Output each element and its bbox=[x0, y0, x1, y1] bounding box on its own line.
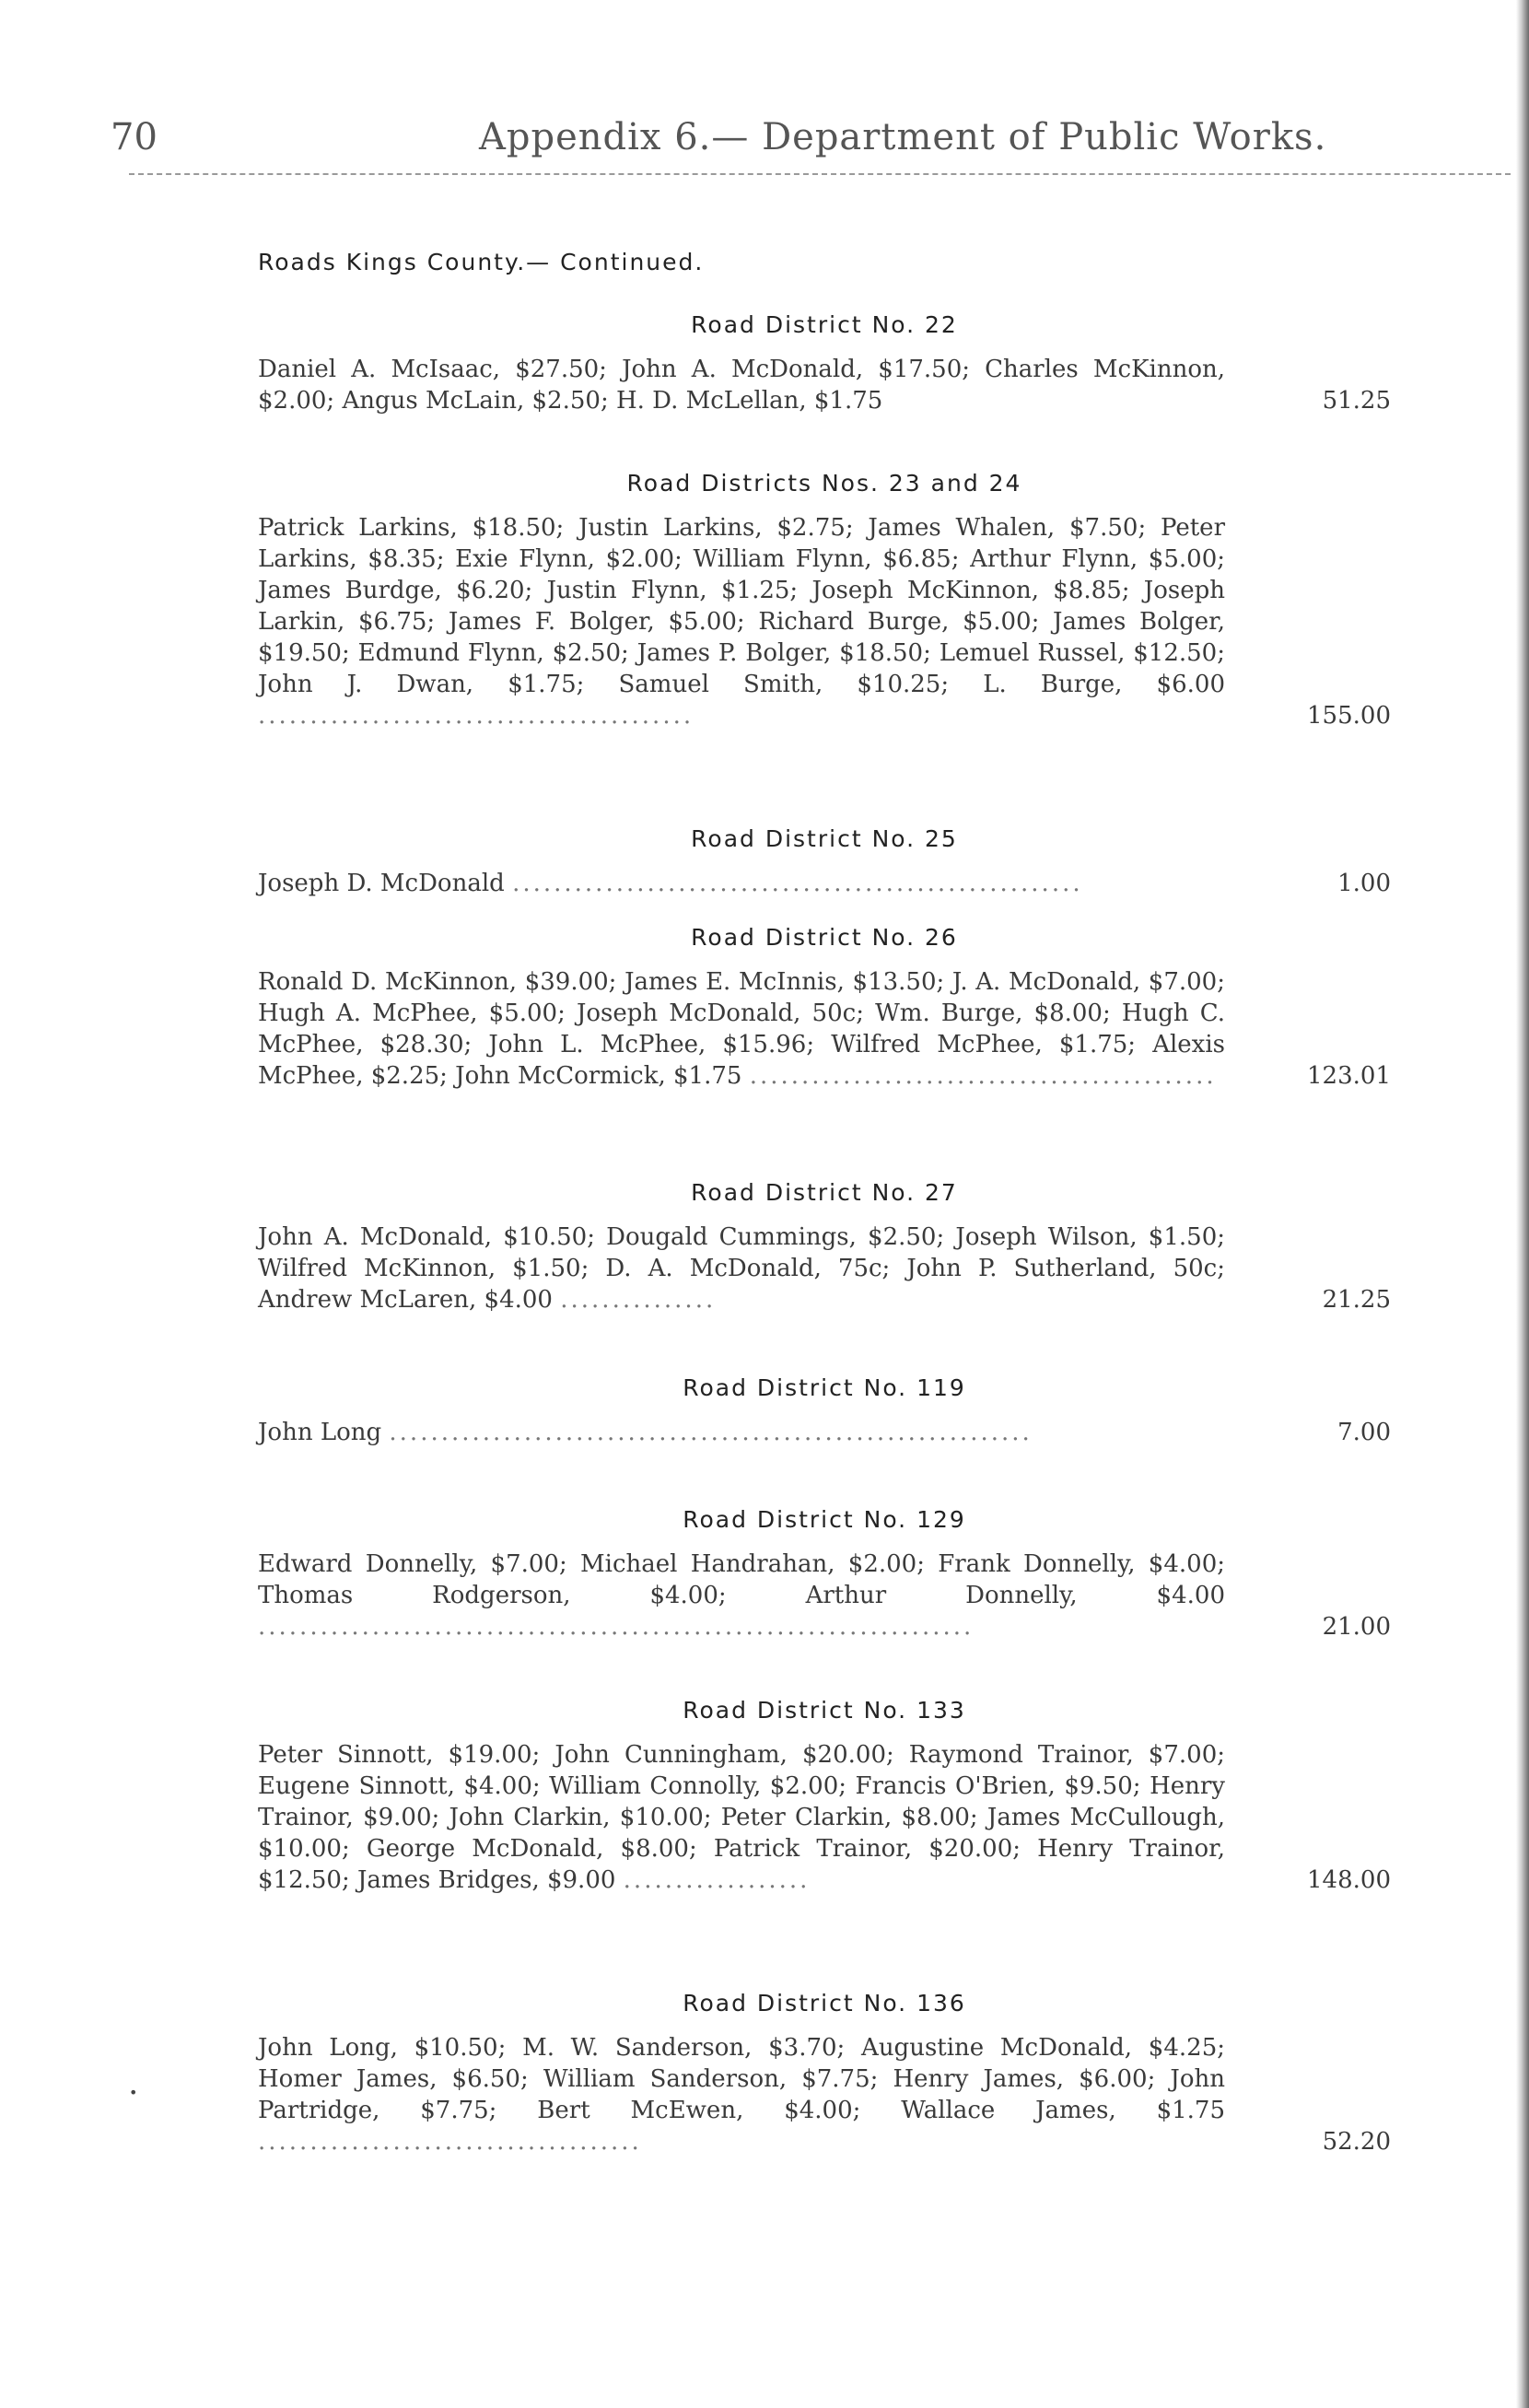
entry-names: Edward Donnelly, $7.00; Michael Handrahan, $2.00; Frank Donnelly, $4.00; Thomas Rodgerson, $4.00; Arthur Donnelly, $4.00 bbox=[258, 1550, 1225, 1609]
district-amount: 1.00 bbox=[1337, 870, 1391, 897]
district-title: Road District No. 133 bbox=[683, 1697, 966, 1724]
stray-dot-mark: • bbox=[129, 2084, 138, 2101]
dot-leader: ............... bbox=[560, 1286, 717, 1314]
entry-names: Ronald D. McKinnon, $39.00; James E. McInnis, $13.50; J. A. McDonald, $7.00; Hugh A. McPhee, $5.00; Joseph McDonald, 50c; Wm. Burge, $8.00; Hugh C. McPhee, $28.30; John L. McPhee, $15.96; Wilfred McPhee, $1.75; Alexis McPhee, $2.25; John McCormick, $1.75 bbox=[258, 968, 1225, 1090]
entry-text bbox=[258, 1739, 1225, 1896]
district-title: Road District No. 136 bbox=[683, 1990, 966, 2016]
district-title: Road District No. 26 bbox=[691, 924, 958, 951]
district-title: Road District No. 119 bbox=[683, 1374, 966, 1401]
entry-names: Peter Sinnott, $19.00; John Cunningham, $20.00; Raymond Trainor, $7.00; Eugene Sinnott, $4.00; William Connolly, $2.00; Francis O'Brien, $9.50; Henry Trainor, $9.00; John Clarkin, $10.00; Peter Clarkin, $8.00; James McCullough, $10.00; George McDonald, $8.00; Patrick Trainor, $20.00; Henry Trainor, $12.50; James Bridges, $9.00 bbox=[258, 1741, 1225, 1894]
dot-leader: ..................................... bbox=[258, 2128, 642, 2156]
district-block bbox=[258, 924, 1391, 1092]
district-block bbox=[258, 1506, 1391, 1642]
entry-text bbox=[258, 354, 1225, 416]
district-entry bbox=[258, 966, 1391, 1092]
district-entry bbox=[258, 1222, 1391, 1315]
district-block bbox=[258, 470, 1391, 731]
district-block bbox=[258, 1990, 1391, 2157]
district-entry bbox=[258, 1739, 1391, 1896]
district-amount: 148.00 bbox=[1307, 1866, 1391, 1894]
dot-leader: ............................................. bbox=[749, 1062, 1217, 1090]
entry-text bbox=[258, 966, 1225, 1092]
entry-names: John Long bbox=[258, 1419, 382, 1446]
district-title: Road Districts Nos. 23 and 24 bbox=[626, 470, 1022, 497]
district-entry bbox=[258, 1417, 1391, 1448]
district-entry bbox=[258, 868, 1391, 899]
dot-leader: ....................................................... bbox=[512, 870, 1083, 897]
district-amount: 51.25 bbox=[1322, 387, 1391, 415]
header-rule bbox=[129, 173, 1511, 175]
district-entry bbox=[258, 1549, 1391, 1642]
entry-text bbox=[258, 1222, 1225, 1315]
entry-names: Daniel A. McIsaac, $27.50; John A. McDonald, $17.50; Charles McKinnon, $2.00; Angus McLain, $2.50; H. D. McLellan, $1.75 bbox=[258, 356, 1225, 415]
entry-text bbox=[258, 1549, 1225, 1642]
district-title: Road District No. 129 bbox=[683, 1506, 966, 1533]
district-title: Road District No. 22 bbox=[691, 311, 958, 338]
dot-leader: ..................................................................... bbox=[258, 1613, 975, 1641]
entry-names: Joseph D. McDonald bbox=[258, 870, 505, 897]
page-edge-shadow bbox=[1516, 0, 1529, 2408]
district-block bbox=[258, 311, 1391, 416]
district-entry bbox=[258, 512, 1391, 731]
page-number: 70 bbox=[111, 116, 158, 158]
entry-names: Patrick Larkins, $18.50; Justin Larkins, $2.75; James Whalen, $7.50; Peter Larkins, $8.35; Exie Flynn, $2.00; William Flynn, $6.85; Arthur Flynn, $5.00; James Burdge, $6.20; Justin Flynn, $1.25; Joseph McKinnon, $8.85; Joseph Larkin, $6.75; James F. Bolger, $5.00; Richard Burge, $5.00; James Bolger, $19.50; Edmund Flynn, $2.50; James P. Bolger, $18.50; Lemuel Russel, $12.50; John J. Dwan, $1.75; Samuel Smith, $10.25; L. Burge, $6.00 bbox=[258, 514, 1225, 698]
entry-text bbox=[258, 868, 1225, 899]
district-title: Road District No. 25 bbox=[691, 825, 958, 852]
district-amount: 7.00 bbox=[1337, 1419, 1391, 1446]
district-entry bbox=[258, 2032, 1391, 2157]
district-entry bbox=[258, 354, 1391, 416]
entry-text bbox=[258, 2032, 1225, 2157]
entry-text bbox=[258, 1417, 1225, 1448]
entry-names: John Long, $10.50; M. W. Sanderson, $3.70; Augustine McDonald, $4.25; Homer James, $6.50; William Sanderson, $7.75; Henry James, $6.00; John Partridge, $7.75; Bert McEwen, $4.00; Wallace James, $1.75 bbox=[258, 2034, 1225, 2124]
section-heading: Roads Kings County.— Continued. bbox=[258, 249, 705, 275]
district-block bbox=[258, 825, 1391, 899]
entry-text bbox=[258, 512, 1225, 731]
district-block bbox=[258, 1374, 1391, 1448]
dot-leader: .................. bbox=[623, 1866, 811, 1894]
district-amount: 21.00 bbox=[1322, 1613, 1391, 1641]
district-amount: 155.00 bbox=[1307, 702, 1391, 730]
dot-leader: .............................................................. bbox=[389, 1419, 1033, 1446]
district-block bbox=[258, 1179, 1391, 1315]
district-amount: 21.25 bbox=[1322, 1286, 1391, 1314]
entry-names: John A. McDonald, $10.50; Dougald Cummings, $2.50; Joseph Wilson, $1.50; Wilfred McKinnon, $1.50; D. A. McDonald, 75c; John P. Sutherland, 50c; Andrew McLaren, $4.00 bbox=[258, 1223, 1225, 1314]
dot-leader: .......................................... bbox=[258, 702, 694, 730]
district-amount: 123.01 bbox=[1307, 1062, 1391, 1090]
header-title: Appendix 6.— Department of Public Works. bbox=[479, 116, 1327, 158]
district-amount: 52.20 bbox=[1322, 2128, 1391, 2156]
district-title: Road District No. 27 bbox=[691, 1179, 958, 1206]
district-block bbox=[258, 1697, 1391, 1896]
